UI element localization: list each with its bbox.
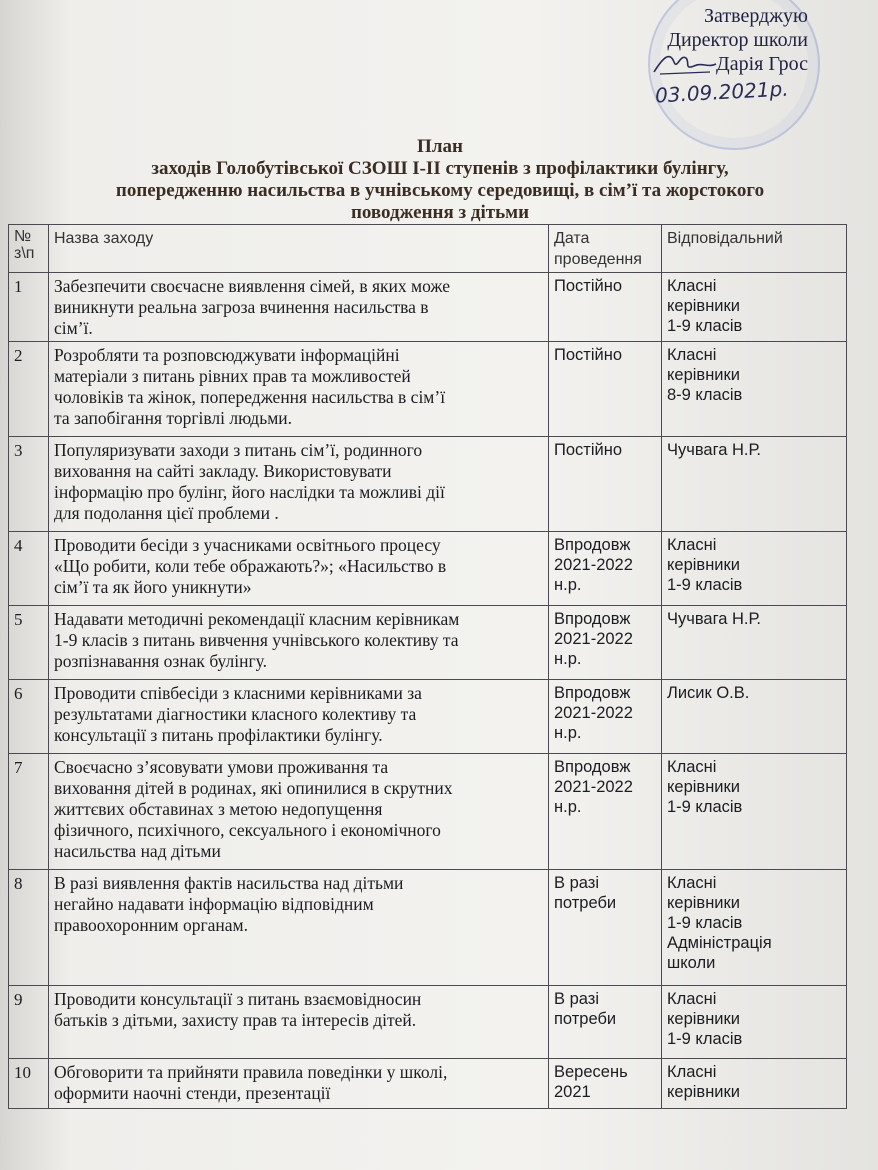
event-date-line: 2021-2022 [554, 778, 633, 796]
event-name-line: негайно надавати інформацію відповідним [54, 894, 374, 914]
event-responsible-line: Класні [667, 346, 717, 364]
table-row [9, 680, 847, 754]
event-name-line: батьків з дітьми, захисту прав та інтересів дітей. [54, 1010, 417, 1030]
event-date-line: Постійно [554, 277, 623, 295]
event-date-line: Впродовж [554, 684, 631, 702]
event-responsible-line: Класні [667, 758, 717, 776]
row-number: 3 [9, 437, 49, 532]
event-responsible-line: 1-9 класів [667, 914, 743, 932]
event-responsible-line: Класні [667, 874, 717, 892]
event-name-line: сім’ї та як його уникнути» [54, 577, 252, 597]
event-name-line: Надавати методичні рекомендації класним керівникам [54, 609, 460, 629]
event-name-line: Розробляти та розповсюджувати інформаційні [54, 345, 400, 365]
table-row [9, 532, 847, 606]
event-responsible [662, 606, 847, 680]
event-name [49, 754, 549, 870]
event-name-line: матеріали з питань рівних прав та можливостей [54, 366, 411, 386]
event-name-line: інформацію про булінг, його наслідки та можливі дії [54, 482, 445, 502]
event-responsible-line: керівники [667, 778, 740, 796]
event-date [549, 1059, 662, 1109]
event-responsible-line: керівники [667, 556, 740, 574]
event-date-line: 2021-2022 [554, 556, 633, 574]
event-responsible-line: керівники [667, 894, 740, 912]
row-number: 2 [9, 342, 49, 437]
event-name-line: правоохоронним органам. [54, 915, 248, 935]
event-name-line: Проводити співбесіди з класними керівниками за [54, 683, 422, 703]
plan-table [8, 224, 847, 1109]
table-row [9, 754, 847, 870]
event-date-line: н.р. [554, 576, 582, 594]
event-responsible [662, 532, 847, 606]
event-responsible-line: 1-9 класів [667, 317, 743, 335]
event-responsible [662, 1059, 847, 1109]
row-number: 5 [9, 606, 49, 680]
title-line-4: поводження з дітьми [350, 202, 530, 223]
event-name-line: насильства над дітьми [54, 841, 221, 861]
event-name-line: Проводити бесіди з учасниками освітнього процесу [54, 535, 441, 555]
event-responsible [662, 986, 847, 1059]
event-name-line: оформити наочні стенди, презентації [54, 1083, 331, 1103]
event-date-line: 2021-2022 [554, 704, 633, 722]
event-name [49, 680, 549, 754]
event-date-line: Постійно [554, 346, 623, 364]
row-number: 8 [9, 870, 49, 986]
event-responsible-line: Чучвага Н.Р. [667, 610, 761, 628]
event-responsible-line: керівники [667, 1083, 740, 1101]
table-row [9, 437, 847, 532]
event-name [49, 986, 549, 1059]
event-name-line: виховання на сайті закладу. Використовувати [54, 461, 392, 481]
event-date [549, 870, 662, 986]
event-date-line: 2021-2022 [554, 630, 633, 648]
row-number: 9 [9, 986, 49, 1059]
event-responsible-line: Класні [667, 1063, 717, 1081]
event-date [549, 342, 662, 437]
table-row [9, 606, 847, 680]
title-line-1: План [417, 136, 463, 157]
event-name-line: Проводити консультації з питань взаємовідносин [54, 989, 422, 1009]
event-date [549, 680, 662, 754]
event-name [49, 437, 549, 532]
event-name-line: результатами діагностики класного колективу та [54, 704, 417, 724]
event-name-line: сім’ї. [54, 318, 93, 338]
table-row [9, 1059, 847, 1109]
event-date-line: В разі [554, 990, 599, 1008]
approval-date: 03.09.2021р. [654, 76, 790, 108]
event-name-line: Своєчасно з’ясовувати умови проживання та [54, 757, 389, 777]
event-name [49, 342, 549, 437]
event-name [49, 1059, 549, 1109]
row-number: 6 [9, 680, 49, 754]
event-name-line: чоловіків та жінок, попередження насильства в сім’ї [54, 387, 446, 407]
event-responsible-line: Адміністрація [667, 934, 772, 952]
event-date-line: В разі [554, 874, 599, 892]
event-name-line: консультації з питань профілактики булінгу. [54, 725, 383, 745]
event-name-line: Забезпечити своєчасне виявлення сімей, в яких може [54, 276, 451, 296]
table-body [9, 273, 847, 1109]
event-date [549, 273, 662, 342]
table-row [9, 273, 847, 342]
page-title [40, 136, 840, 224]
event-date-line: 2021 [554, 1083, 591, 1101]
event-date [549, 986, 662, 1059]
approval-line-name: Дарія Грос [716, 53, 808, 75]
row-number: 10 [9, 1059, 49, 1109]
event-name [49, 532, 549, 606]
row-number: 7 [9, 754, 49, 870]
event-name-line: виховання дітей в родинах, які опинилися в скрутних [54, 778, 453, 798]
event-name-line: Популяризувати заходи з питань сім’ї, родинного [54, 440, 423, 460]
event-date [549, 532, 662, 606]
event-responsible-line: Класні [667, 277, 717, 295]
event-responsible-line: Чучвага Н.Р. [667, 441, 761, 459]
event-responsible-line: Лисик О.В. [667, 684, 750, 702]
event-date-line: потреби [554, 1010, 617, 1028]
header-event-name: Назва заходу [49, 225, 549, 273]
event-name [49, 273, 549, 342]
event-responsible-line: Класні [667, 990, 717, 1008]
event-name-line: В разі виявлення фактів насильства над дітьми [54, 873, 404, 893]
title-line-3: попередженню насильства в учнівському середовищі, в сім’ї та жорстокого [115, 180, 765, 201]
event-responsible-line: 1-9 класів [667, 798, 743, 816]
event-responsible-line: керівники [667, 1010, 740, 1028]
event-name-line: 1-9 класів з питань вивчення учнівського колективу та [54, 630, 459, 650]
event-responsible-line: 1-9 класів [667, 576, 743, 594]
event-responsible [662, 754, 847, 870]
event-date-line: потреби [554, 894, 617, 912]
event-name-line: для подолання цієї проблеми . [54, 503, 279, 523]
event-responsible-line: 8-9 класів [667, 386, 743, 404]
event-responsible [662, 870, 847, 986]
event-date [549, 754, 662, 870]
event-responsible-line: Класні [667, 536, 717, 554]
event-date [549, 437, 662, 532]
event-date-line: н.р. [554, 798, 582, 816]
event-responsible-line: школи [667, 954, 716, 972]
event-name [49, 870, 549, 986]
event-responsible [662, 273, 847, 342]
event-date-line: н.р. [554, 724, 582, 742]
event-name-line: Обговорити та прийняти правила поведінки у школі, [54, 1062, 448, 1082]
event-name-line: виникнути реальна загроза вчинення насильства в [54, 297, 429, 317]
table-row [9, 870, 847, 986]
approval-line-position: Директор школи [667, 29, 808, 51]
event-name-line: фізичного, психічного, сексуального і економічного [54, 820, 441, 840]
event-date-line: Впродовж [554, 758, 631, 776]
table-row [9, 342, 847, 437]
event-date-line: Вересень [554, 1063, 628, 1081]
row-number: 1 [9, 273, 49, 342]
event-date-line: Постійно [554, 441, 623, 459]
event-responsible-line: 1-9 класів [667, 1030, 743, 1048]
table-header-row [9, 225, 847, 273]
event-name-line: «Що робити, коли тебе ображають?»; «Насильство в [54, 556, 447, 576]
event-name-line: та запобігання торгівлі людьми. [54, 408, 293, 428]
event-responsible-line: керівники [667, 297, 740, 315]
event-responsible [662, 680, 847, 754]
title-line-2: заходів Голобутівської СЗОШ I-II ступенів з профілактики булінгу, [151, 158, 729, 179]
header-number: № з\п [9, 225, 49, 273]
table-row [9, 986, 847, 1059]
handwritten-signature [650, 48, 720, 78]
event-name-line: розпізнавання ознак булінгу. [54, 651, 268, 671]
event-date-line: Впродовж [554, 536, 631, 554]
event-responsible-line: керівники [667, 366, 740, 384]
event-responsible [662, 342, 847, 437]
approval-line-approve: Затверджую [704, 5, 808, 27]
header-date: Дата проведення [549, 225, 662, 273]
header-responsible: Відповідальний [662, 225, 847, 273]
event-name [49, 606, 549, 680]
row-number: 4 [9, 532, 49, 606]
event-date-line: Впродовж [554, 610, 631, 628]
event-date-line: н.р. [554, 650, 582, 668]
event-date [549, 606, 662, 680]
event-responsible [662, 437, 847, 532]
event-name-line: життєвих обставинах з метою недопущення [54, 799, 383, 819]
